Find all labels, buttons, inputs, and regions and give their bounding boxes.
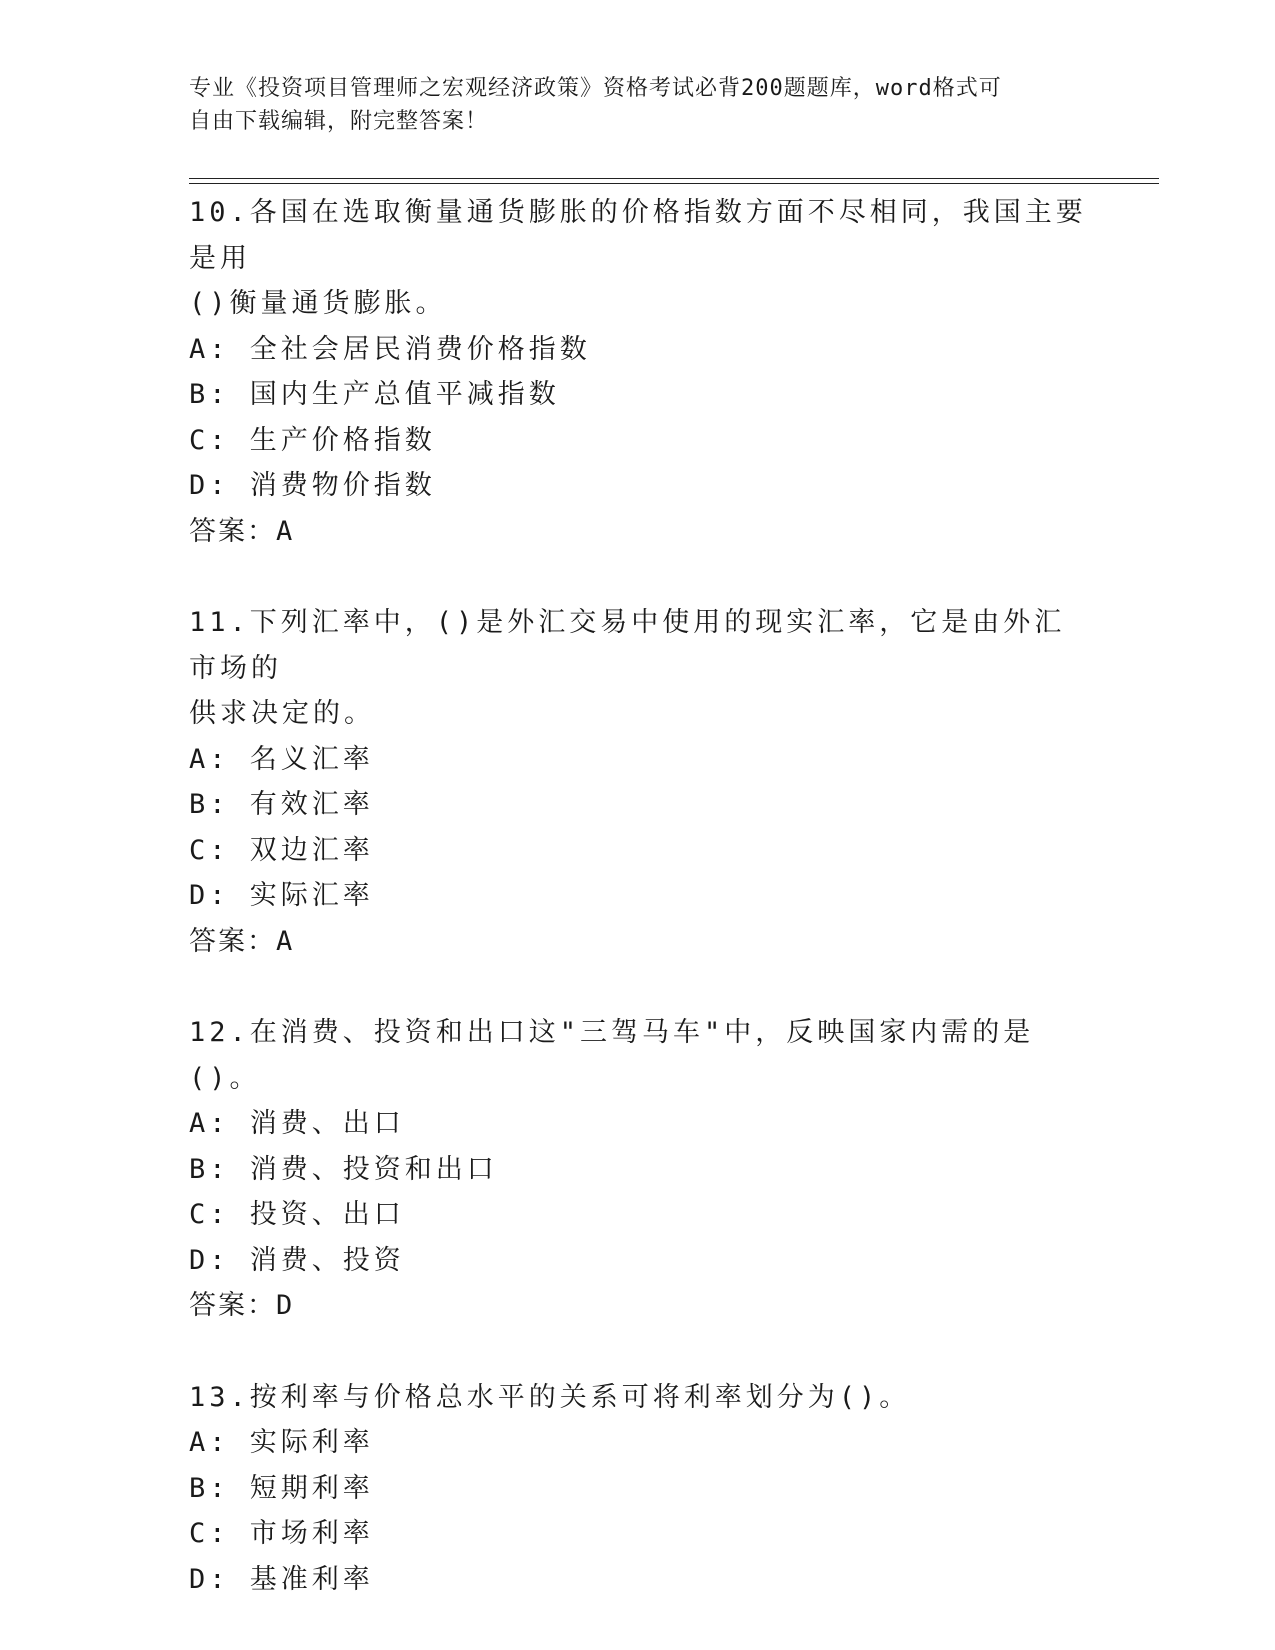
header-divider-bottom (189, 183, 1159, 184)
option-a: A: 实际利率 (189, 1427, 374, 1458)
option-c: C: 市场利率 (189, 1518, 374, 1549)
question-list (189, 190, 1089, 1602)
option-c: C: 生产价格指数 (189, 424, 436, 456)
question-stem: 10.各国在选取衡量通货膨胀的价格指数方面不尽相同，我国主要是用 (189, 197, 1087, 274)
question-stem: 13.按利率与价格总水平的关系可将利率划分为()。 (189, 1381, 911, 1413)
option-c: C: 双边汇率 (189, 834, 374, 866)
option-d: D: 基准利率 (189, 1563, 374, 1595)
option-c: C: 投资、出口 (189, 1199, 405, 1230)
question-11 (189, 600, 1089, 964)
option-b: B: 短期利率 (189, 1472, 374, 1504)
answer: 答案：D (189, 1290, 295, 1321)
document-header (189, 72, 1089, 138)
option-a: A: 名义汇率 (189, 743, 374, 775)
question-stem: 12.在消费、投资和出口这"三驾马车"中，反映国家内需的是()。 (189, 1017, 1035, 1094)
question-10 (189, 190, 1089, 554)
header-title-line-2: 自由下载编辑，附完整答案！ (189, 109, 489, 134)
header-divider-top (189, 178, 1159, 179)
header-title-line-1: 专业《投资项目管理师之宏观经济政策》资格考试必背200题题库，word格式可 (189, 76, 1002, 101)
option-d: D: 消费物价指数 (189, 470, 436, 501)
question-gap (189, 964, 1089, 1010)
answer: 答案：A (189, 515, 295, 547)
question-stem: 11.下列汇率中，()是外汇交易中使用的现实汇率，它是由外汇市场的 (189, 607, 1066, 684)
option-d: D: 实际汇率 (189, 880, 374, 911)
question-gap (189, 1329, 1089, 1375)
option-a: A: 全社会居民消费价格指数 (189, 333, 591, 365)
question-stem-continued: 供求决定的。 (189, 698, 375, 729)
option-b: B: 消费、投资和出口 (189, 1153, 498, 1185)
option-a: A: 消费、出口 (189, 1108, 405, 1139)
question-stem-continued: ()衡量通货膨胀。 (189, 288, 447, 319)
answer: 答案：A (189, 925, 295, 957)
question-12 (189, 1010, 1089, 1329)
option-b: B: 国内生产总值平减指数 (189, 379, 560, 410)
option-d: D: 消费、投资 (189, 1244, 405, 1276)
option-b: B: 有效汇率 (189, 789, 374, 820)
question-13 (189, 1375, 1089, 1603)
question-gap (189, 554, 1089, 600)
